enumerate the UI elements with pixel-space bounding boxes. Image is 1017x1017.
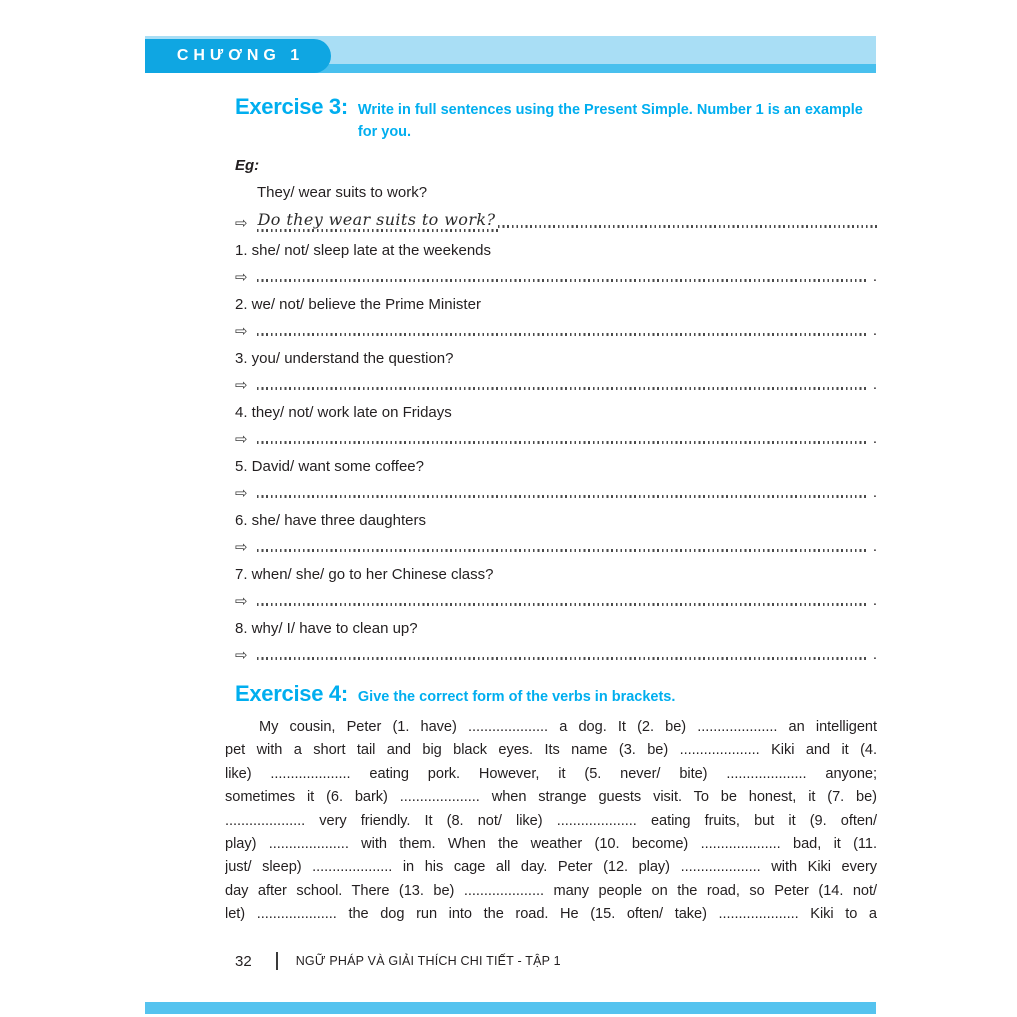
chapter-tab bbox=[145, 39, 331, 73]
answer-end-dot: . bbox=[872, 268, 877, 285]
answer-end-dot: . bbox=[872, 538, 877, 555]
exercise4-heading bbox=[235, 681, 877, 708]
exercise3-instruction: Write in full sentences using the Present Simple. Number 1 is an example for you. bbox=[357, 102, 863, 140]
paragraph-line: play) .................... with them. When the weather (10. become) .................... bad, it (11. bbox=[225, 835, 877, 852]
arrow-icon: ⇨ bbox=[235, 430, 248, 448]
arrow-icon: ⇨ bbox=[235, 322, 248, 340]
answer-end-dot: . bbox=[872, 646, 877, 663]
paragraph-line: sometimes it (6. bark) .................... when strange guests visit. To be honest, it (7. be) bbox=[225, 789, 877, 806]
arrow-icon: ⇨ bbox=[235, 484, 248, 502]
arrow-icon: ⇨ bbox=[235, 268, 248, 286]
arrow-icon: ⇨ bbox=[235, 376, 248, 394]
answer-blank-line bbox=[257, 387, 869, 390]
answer-blank-line bbox=[257, 495, 869, 498]
bottom-accent-bar bbox=[145, 1002, 876, 1014]
arrow-icon: ⇨ bbox=[235, 214, 248, 232]
exercise3-item-8: 8. why/ I/ have to clean up? bbox=[235, 620, 418, 637]
answer-blank-line bbox=[257, 603, 869, 606]
exercise3-item-6: 6. she/ have three daughters bbox=[235, 512, 426, 529]
answer-blank-line bbox=[498, 225, 877, 228]
exercise4-title: Exercise 4: bbox=[235, 681, 348, 706]
page-content bbox=[225, 94, 877, 927]
exercise3-item-1: 1. she/ not/ sleep late at the weekends bbox=[235, 242, 492, 259]
paragraph-line: pet with a short tail and big black eyes. Its name (3. be) .................... Kiki and it (4. bbox=[225, 742, 877, 759]
answer-line-1 bbox=[235, 268, 877, 286]
page-number: 32 bbox=[235, 952, 252, 970]
exercise3-item-2: 2. we/ not/ believe the Prime Minister bbox=[235, 296, 481, 313]
answer-blank-line bbox=[257, 333, 869, 336]
answer-line-4 bbox=[235, 430, 877, 448]
exercise3-item-5: 5. David/ want some coffee? bbox=[235, 458, 424, 475]
page-footer bbox=[235, 952, 561, 970]
answer-end-dot: . bbox=[872, 484, 877, 501]
example-prompt: They/ wear suits to work? bbox=[257, 184, 428, 201]
answer-line-6 bbox=[235, 538, 877, 556]
answer-line-2 bbox=[235, 322, 877, 340]
exercise3-item-3: 3. you/ understand the question? bbox=[235, 350, 454, 367]
answer-end-dot: . bbox=[872, 322, 877, 339]
answer-line-7 bbox=[235, 592, 877, 610]
exercise4-paragraph bbox=[225, 716, 877, 927]
answer-blank-line bbox=[257, 441, 869, 444]
paragraph-line: .................... very friendly. It (8. not/ like) .................... eating fruits, but it (9. often/ bbox=[225, 812, 877, 829]
chapter-label: CHƯƠNG 1 bbox=[176, 47, 305, 64]
example-answer-line bbox=[235, 210, 877, 232]
answer-blank-line bbox=[257, 657, 869, 660]
answer-line-8 bbox=[235, 646, 877, 664]
answer-line-3 bbox=[235, 376, 877, 394]
paragraph-line: let) .................... the dog run into the road. He (15. often/ take) .................... Kiki to a bbox=[225, 906, 877, 923]
answer-line-5 bbox=[235, 484, 877, 502]
answer-blank-line bbox=[257, 549, 869, 552]
arrow-icon: ⇨ bbox=[235, 538, 248, 556]
paragraph-line: My cousin, Peter (1. have) .................... a dog. It (2. be) .................... an intelligent bbox=[259, 719, 877, 735]
paragraph-line: like) .................... eating pork. However, it (5. never/ bite) .................... anyone; bbox=[225, 765, 877, 782]
example-label: Eg: bbox=[235, 157, 260, 174]
exercise3-heading bbox=[235, 94, 877, 143]
paragraph-line: day after school. There (13. be) .................... many people on the road, so Peter (14. not/ bbox=[225, 882, 877, 899]
arrow-icon: ⇨ bbox=[235, 646, 248, 664]
example-answer-text: Do they wear suits to work? bbox=[257, 210, 499, 232]
arrow-icon: ⇨ bbox=[235, 592, 248, 610]
answer-blank-line bbox=[257, 279, 869, 282]
paragraph-line: just/ sleep) .................... in his cage all day. Peter (12. play) .................... with Kiki every bbox=[225, 859, 877, 876]
exercise4-instruction: Give the correct form of the verbs in brackets. bbox=[357, 689, 676, 705]
exercise3-title: Exercise 3: bbox=[235, 94, 348, 119]
book-title: NGỮ PHÁP VÀ GIẢI THÍCH CHI TIẾT - TẬP 1 bbox=[295, 954, 561, 968]
footer-divider bbox=[276, 952, 278, 970]
answer-end-dot: . bbox=[872, 376, 877, 393]
exercise3-item-4: 4. they/ not/ work late on Fridays bbox=[235, 404, 452, 421]
answer-end-dot: . bbox=[872, 592, 877, 609]
answer-end-dot: . bbox=[872, 430, 877, 447]
exercise3-item-7: 7. when/ she/ go to her Chinese class? bbox=[235, 566, 494, 583]
